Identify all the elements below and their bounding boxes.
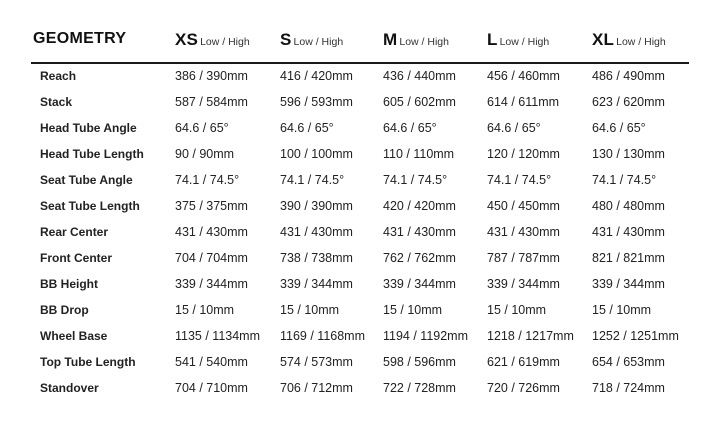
table-cell: 416 / 420mm bbox=[280, 69, 353, 83]
table-cell: 821 / 821mm bbox=[592, 251, 665, 265]
table-cell: 15 / 10mm bbox=[280, 303, 340, 317]
table-row bbox=[0, 375, 712, 401]
table-cell: 1169 / 1168mm bbox=[280, 329, 366, 343]
table-cell: 431 / 430mm bbox=[592, 225, 665, 239]
table-cell: 762 / 762mm bbox=[383, 251, 456, 265]
table-cell: 1194 / 1192mm bbox=[383, 329, 469, 343]
table-cell: 621 / 619mm bbox=[487, 355, 560, 369]
row-label: BB Drop bbox=[40, 303, 89, 317]
table-cell: 704 / 704mm bbox=[175, 251, 248, 265]
table-cell: 623 / 620mm bbox=[592, 95, 665, 109]
table-cell: 15 / 10mm bbox=[487, 303, 547, 317]
table-cell: 1218 / 1217mm bbox=[487, 329, 574, 343]
table-cell: 386 / 390mm bbox=[175, 69, 248, 83]
table-cell: 436 / 440mm bbox=[383, 69, 456, 83]
table-row bbox=[0, 63, 712, 89]
table-row bbox=[0, 219, 712, 245]
table-cell: 738 / 738mm bbox=[280, 251, 353, 265]
table-cell: 64.6 / 65° bbox=[175, 121, 229, 135]
row-label: Top Tube Length bbox=[40, 355, 136, 369]
table-cell: 596 / 593mm bbox=[280, 95, 353, 109]
table-cell: 390 / 390mm bbox=[280, 199, 353, 213]
row-label: Standover bbox=[40, 381, 99, 395]
table-title: GEOMETRY bbox=[33, 30, 127, 47]
table-cell: 654 / 653mm bbox=[592, 355, 665, 369]
row-label: Front Center bbox=[40, 251, 112, 265]
row-label: Wheel Base bbox=[40, 329, 108, 343]
table-cell: 1135 / 1134mm bbox=[175, 329, 261, 343]
table-cell: 787 / 787mm bbox=[487, 251, 560, 265]
size-label: L bbox=[487, 30, 498, 49]
size-header-s bbox=[280, 30, 343, 54]
table-cell: 375 / 375mm bbox=[175, 199, 248, 213]
size-sublabel: Low / High bbox=[616, 36, 666, 48]
row-label: Head Tube Length bbox=[40, 147, 144, 161]
table-row bbox=[0, 245, 712, 271]
table-cell: 120 / 120mm bbox=[487, 147, 560, 161]
table-cell: 15 / 10mm bbox=[383, 303, 443, 317]
table-cell: 15 / 10mm bbox=[175, 303, 235, 317]
table-cell: 339 / 344mm bbox=[280, 277, 353, 291]
table-cell: 450 / 450mm bbox=[487, 199, 560, 213]
table-cell: 15 / 10mm bbox=[592, 303, 652, 317]
table-row bbox=[0, 271, 712, 297]
table-row bbox=[0, 297, 712, 323]
table-row bbox=[0, 167, 712, 193]
table-cell: 339 / 344mm bbox=[175, 277, 248, 291]
size-sublabel: Low / High bbox=[293, 36, 344, 48]
table-cell: 1252 / 1251mm bbox=[592, 329, 679, 343]
table-cell: 90 / 90mm bbox=[175, 147, 235, 161]
table-cell: 339 / 344mm bbox=[487, 277, 560, 291]
table-cell: 110 / 110mm bbox=[383, 147, 455, 161]
table-cell: 431 / 430mm bbox=[280, 225, 353, 239]
table-row bbox=[0, 323, 712, 349]
table-cell: 74.1 / 74.5° bbox=[383, 173, 448, 187]
table-cell: 420 / 420mm bbox=[383, 199, 456, 213]
table-cell: 541 / 540mm bbox=[175, 355, 248, 369]
size-header-xl bbox=[592, 30, 666, 54]
table-cell: 722 / 728mm bbox=[383, 381, 456, 395]
table-cell: 614 / 611mm bbox=[487, 95, 560, 109]
table-cell: 605 / 602mm bbox=[383, 95, 456, 109]
table-cell: 74.1 / 74.5° bbox=[592, 173, 657, 187]
size-sublabel: Low / High bbox=[399, 36, 449, 48]
size-label: XL bbox=[592, 30, 615, 49]
size-header-m bbox=[383, 30, 449, 54]
table-cell: 704 / 710mm bbox=[175, 381, 248, 395]
row-label: Seat Tube Angle bbox=[40, 173, 133, 187]
table-cell: 706 / 712mm bbox=[280, 381, 353, 395]
size-header-xs bbox=[175, 30, 250, 54]
table-cell: 480 / 480mm bbox=[592, 199, 665, 213]
table-cell: 720 / 726mm bbox=[487, 381, 560, 395]
row-label: Head Tube Angle bbox=[40, 121, 137, 135]
table-cell: 431 / 430mm bbox=[383, 225, 456, 239]
size-sublabel: Low / High bbox=[499, 36, 550, 48]
table-row bbox=[0, 89, 712, 115]
table-cell: 587 / 584mm bbox=[175, 95, 248, 109]
table-cell: 486 / 490mm bbox=[592, 69, 665, 83]
table-cell: 339 / 344mm bbox=[592, 277, 665, 291]
table-cell: 431 / 430mm bbox=[175, 225, 248, 239]
table-cell: 574 / 573mm bbox=[280, 355, 353, 369]
size-sublabel: Low / High bbox=[200, 36, 250, 48]
row-label: Reach bbox=[40, 69, 77, 83]
size-label: M bbox=[383, 30, 398, 49]
table-cell: 74.1 / 74.5° bbox=[487, 173, 552, 187]
row-label: Seat Tube Length bbox=[40, 199, 140, 213]
table-row bbox=[0, 141, 712, 167]
table-cell: 64.6 / 65° bbox=[383, 121, 437, 135]
table-row bbox=[0, 193, 712, 219]
table-cell: 718 / 724mm bbox=[592, 381, 665, 395]
table-cell: 598 / 596mm bbox=[383, 355, 456, 369]
row-label: BB Height bbox=[40, 277, 98, 291]
size-label: XS bbox=[175, 30, 199, 49]
table-cell: 64.6 / 65° bbox=[280, 121, 334, 135]
table-cell: 130 / 130mm bbox=[592, 147, 665, 161]
table-cell: 456 / 460mm bbox=[487, 69, 560, 83]
table-cell: 74.1 / 74.5° bbox=[175, 173, 240, 187]
table-cell: 74.1 / 74.5° bbox=[280, 173, 345, 187]
table-cell: 64.6 / 65° bbox=[592, 121, 646, 135]
table-row bbox=[0, 115, 712, 141]
table-row bbox=[0, 349, 712, 375]
table-cell: 100 / 100mm bbox=[280, 147, 353, 161]
size-label: S bbox=[280, 30, 292, 49]
table-cell: 339 / 344mm bbox=[383, 277, 456, 291]
row-label: Rear Center bbox=[40, 225, 109, 239]
table-cell: 431 / 430mm bbox=[487, 225, 560, 239]
row-label: Stack bbox=[40, 95, 73, 109]
table-cell: 64.6 / 65° bbox=[487, 121, 541, 135]
size-header-l bbox=[487, 30, 549, 54]
